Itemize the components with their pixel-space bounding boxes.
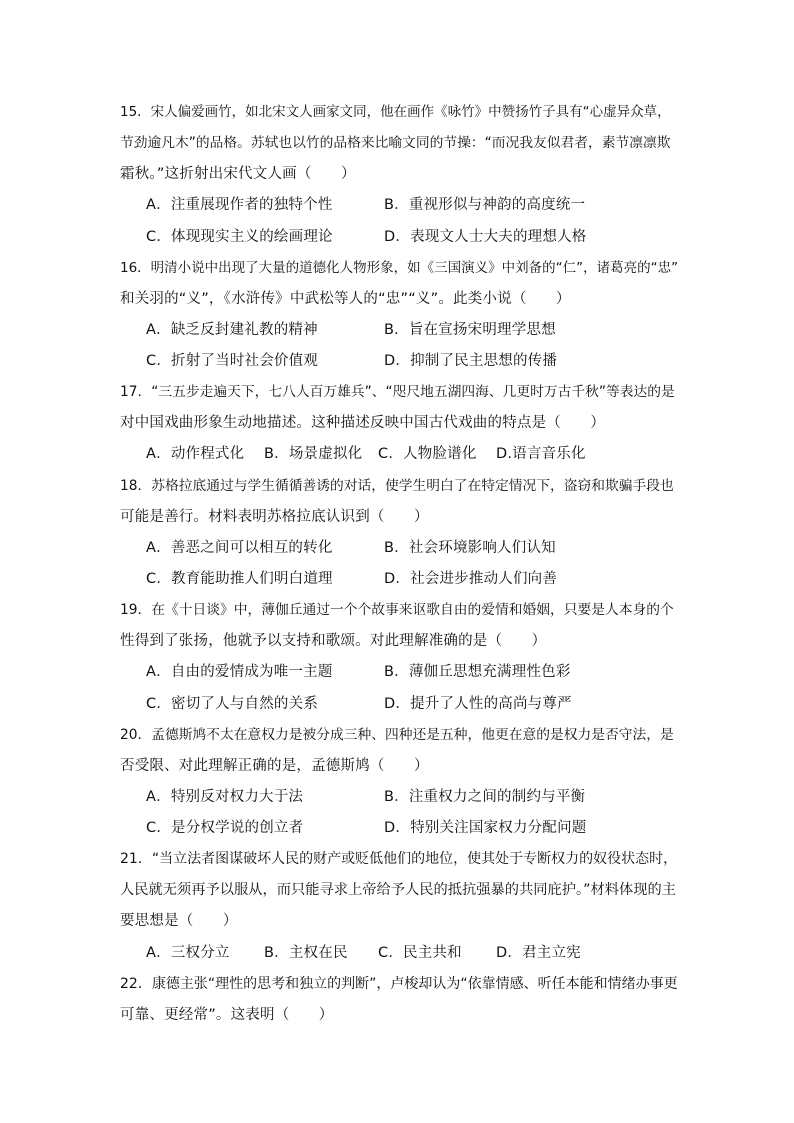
question-20-line-2: 否受限、对此理解正确的是，孟德斯鸠（ ） (120, 758, 429, 774)
q17-option-d: D.语言音乐化 (496, 446, 586, 462)
q21-option-a: A．三权分立 (146, 945, 230, 961)
q17-option-c: C．人物脸谱化 (378, 446, 477, 462)
q20-option-b: B．注重权力之间的制约与平衡 (384, 789, 586, 805)
question-18-line-2: 可能是善行。材料表明苏格拉底认识到（ ） (120, 509, 429, 525)
q18-option-a: A．善恶之间可以相互的转化 (146, 540, 333, 556)
q21-option-d: D．君主立宪 (496, 945, 581, 961)
question-21-line-2: 人民就无须再予以服从，而只能寻求上帝给予人民的抵抗强暴的共同庇护。”材料体现的主 (120, 882, 677, 898)
q19-option-a: A．自由的爱情成为唯一主题 (146, 664, 333, 680)
question-19-line-1: 19．在《十日谈》中，薄伽丘通过一个个故事来讴歌自由的爱情和婚姻，只要是人本身的个 (120, 602, 674, 618)
q15-option-b: B．重视形似与神韵的高度统一 (384, 197, 586, 213)
question-18-line-1: 18．苏格拉底通过与学生循循善诱的对话，使学生明白了在特定情况下，盗窃和欺骗手段也 (120, 478, 674, 494)
q17-option-a: A．动作程式化 (146, 446, 245, 462)
q18-option-d: D．社会进步推动人们向善 (384, 571, 558, 587)
question-15-line-2: 节劲逾凡木”的品格。苏轼也以竹的品格来比喻文同的节操：“而况我友似君者，素节凛凛欺 (120, 135, 671, 151)
q16-option-a: A．缺乏反封建礼教的精神 (146, 322, 318, 338)
question-16-line-2: 和关羽的“义”，《水浒传》中武松等人的“忠”“义”。此类小说（ ） (120, 291, 571, 307)
q19-option-d: D．提升了人性的高尚与尊严 (384, 696, 572, 712)
question-16-line-1: 16．明清小说中出现了大量的道德化人物形象，如《三国演义》中刘备的“仁”，诸葛亮的“忠” (120, 260, 679, 276)
q15-option-c: C．体现现实主义的绘画理论 (146, 229, 333, 245)
question-22-line-1: 22．康德主张“理性的思考和独立的判断”，卢梭却认为“依靠情感、听任本能和情绪办事更 (120, 976, 678, 992)
question-17-line-1: 17．“三五步走遍天下，七八人百万雄兵”、“咫尺地五湖四海、几更时万古千秋”等表达的是 (120, 384, 675, 400)
q15-option-d: D．表现文人士大夫的理想人格 (384, 229, 587, 245)
q19-option-b: B．薄伽丘思想充满理性色彩 (384, 664, 571, 680)
q15-option-a: A．注重展现作者的独特个性 (146, 197, 333, 213)
q18-option-c: C．教育能助推人们明白道理 (146, 571, 333, 587)
question-21-line-3: 要思想是（ ） (120, 913, 238, 929)
q16-option-d: D．抑制了民主思想的传播 (384, 353, 558, 369)
q17-option-b: B．场景虚拟化 (264, 446, 363, 462)
question-20-line-1: 20．孟德斯鸠不太在意权力是被分成三种、四种还是五种，他更在意的是权力是否守法，是 (120, 727, 674, 743)
question-21-line-1: 21．“当立法者图谋破坏人民的财产或贬低他们的地位，使其处于专断权力的奴役状态时， (120, 851, 678, 867)
q16-option-c: C．折射了当时社会价值观 (146, 353, 319, 369)
q18-option-b: B．社会环境影响人们认知 (384, 540, 556, 556)
q20-option-a: A．特别反对权力大于法 (146, 789, 304, 805)
q20-option-d: D．特别关注国家权力分配问题 (384, 820, 587, 836)
question-15-line-1: 15．宋人偏爱画竹，如北宋文人画家文同，他在画作《咏竹》中赞扬竹子具有“心虚异众草， (120, 104, 671, 120)
q20-option-c: C．是分权学说的创立者 (146, 820, 304, 836)
question-19-line-2: 性得到了张扬，他就予以支持和歌颂。对此理解准确的是（ ） (120, 633, 547, 649)
question-22-line-2: 可靠、更经常”。这表明（ ） (120, 1007, 334, 1023)
q21-option-c: C．民主共和 (378, 945, 462, 961)
question-15-line-3: 霜秋。”这折射出宋代文人画（ ） (120, 166, 356, 182)
q19-option-c: C．密切了人与自然的关系 (146, 696, 319, 712)
q16-option-b: B．旨在宣扬宋明理学思想 (384, 322, 556, 338)
question-17-line-2: 对中国戏曲形象生动地描述。这种描述反映中国古代戏曲的特点是（ ） (120, 415, 606, 431)
q21-option-b: B．主权在民 (264, 945, 348, 961)
